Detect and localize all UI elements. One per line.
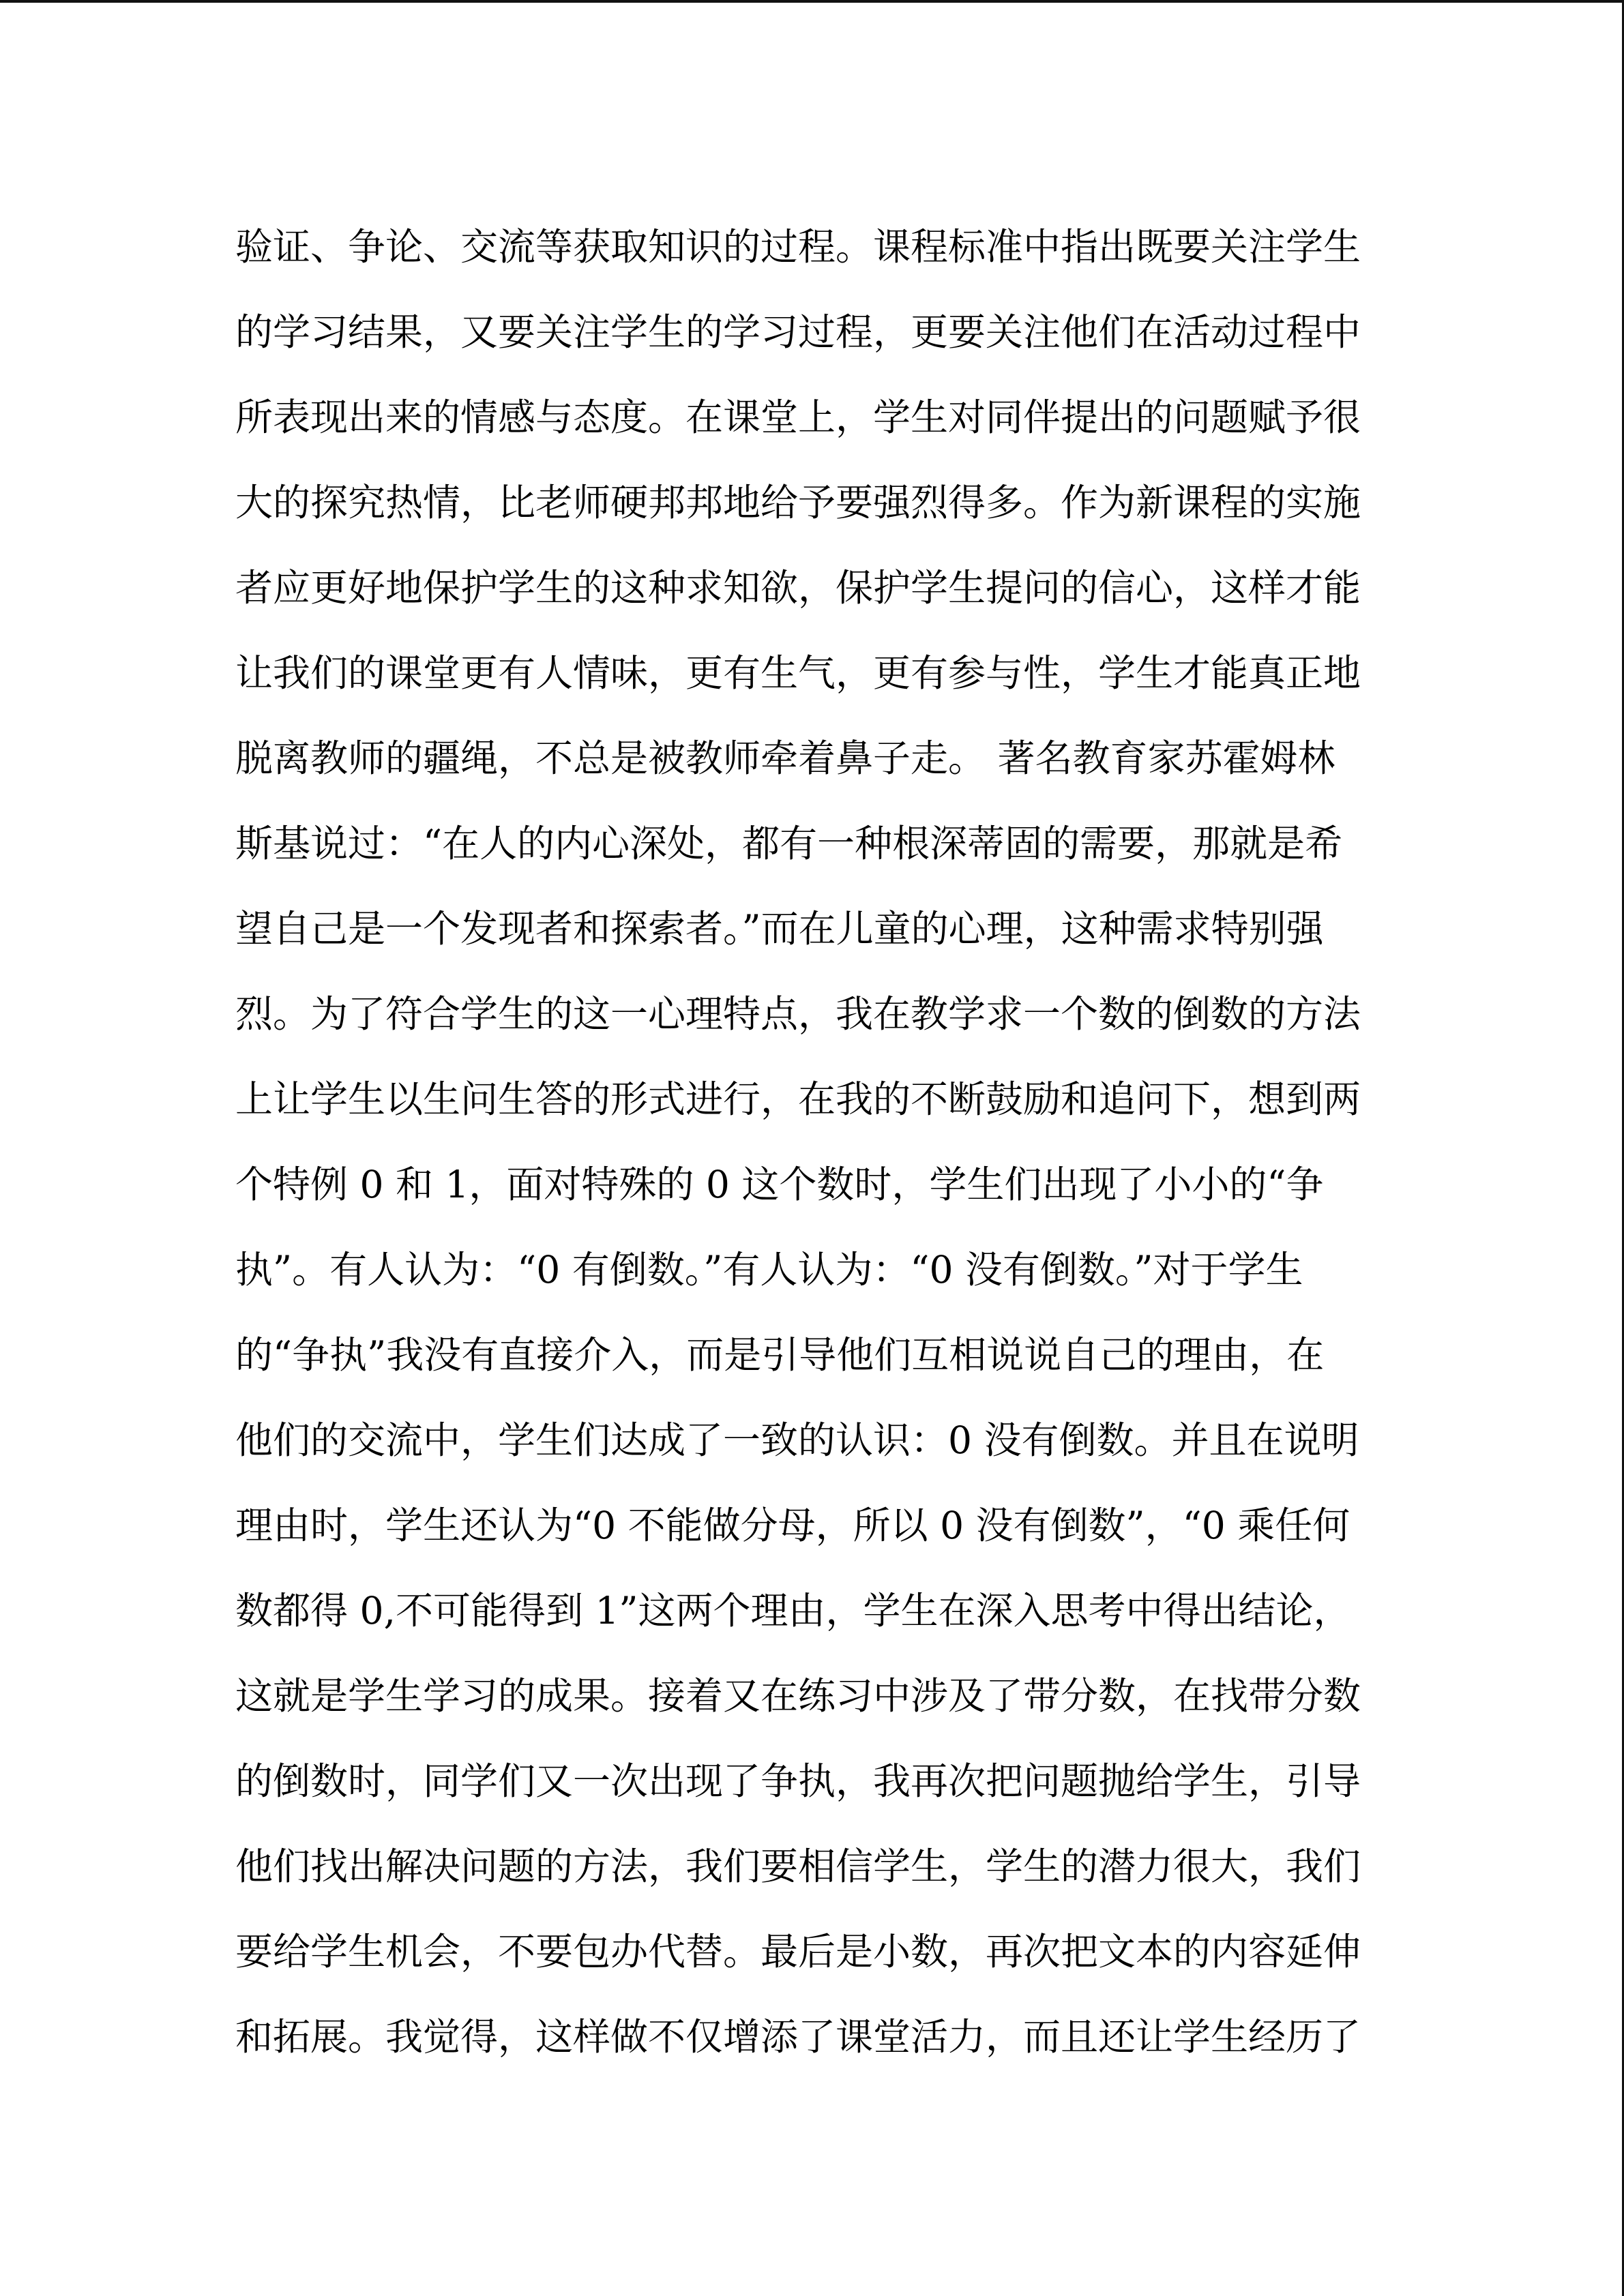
text-line: 个特例 0 和 1，面对特殊的 0 这个数时，学生们出现了小小的“争: [235, 1163, 1324, 1206]
text-line: 的“争执”我没有直接介入，而是引导他们互相说说自己的理由，在: [235, 1333, 1325, 1377]
text-line: 大的探究热情，比老师硬邦邦地给予要强烈得多。作为新课程的实施: [235, 481, 1361, 524]
text-line: 数都得 0,不可能得到 1”这两个理由，学生在深入思考中得出结论，: [235, 1589, 1351, 1632]
text-line: 他们找出解决问题的方法，我们要相信学生，学生的潜力很大，我们: [235, 1845, 1361, 1888]
text-line: 和拓展。我觉得，这样做不仅增添了课堂活力，而且还让学生经历了: [235, 2015, 1361, 2059]
text-line: 要给学生机会，不要包办代替。最后是小数，再次把文本的内容延伸: [235, 1930, 1361, 1973]
text-line: 的学习结果，又要关注学生的学习过程，更要关注他们在活动过程中: [235, 310, 1361, 354]
text-line: 烈。为了符合学生的这一心理特点，我在教学求一个数的倒数的方法: [235, 992, 1361, 1036]
text-line: 让我们的课堂更有人情味，更有生气，更有参与性，学生才能真正地: [235, 651, 1361, 695]
text-line: 者应更好地保护学生的这种求知欲，保护学生提问的信心，这样才能: [235, 566, 1361, 610]
text-line: 望自己是一个发现者和探索者。”而在儿童的心理，这种需求特别强: [235, 907, 1324, 951]
text-line: 上让学生以生问生答的形式进行，在我的不断鼓励和追问下，想到两: [235, 1077, 1361, 1121]
text-line: 脱离教师的疆绳，不总是被教师牵着鼻子走。 著名教育家苏霍姆林: [235, 736, 1335, 780]
text-line: 理由时，学生还认为“0 不能做分母，所以 0 没有倒数”，“0 乘任何: [235, 1504, 1350, 1547]
text-line: 他们的交流中，学生们达成了一致的认识：0 没有倒数。并且在说明: [235, 1418, 1359, 1462]
text-line: 的倒数时，同学们又一次出现了争执，我再次把问题抛给学生，引导: [235, 1759, 1361, 1803]
text-line: 执”。有人认为：“0 有倒数。”有人认为：“0 没有倒数。”对于学生: [235, 1248, 1303, 1292]
text-line: 验证、争论、交流等获取知识的过程。课程标准中指出既要关注学生: [235, 225, 1361, 269]
text-line: 这就是学生学习的成果。接着又在练习中涉及了带分数，在找带分数: [235, 1674, 1361, 1718]
body-paragraph: [235, 205, 1381, 2080]
text-line: 所表现出来的情感与态度。在课堂上，学生对同伴提出的问题赋予很: [235, 396, 1361, 439]
text-line: 斯基说过：“在人的内心深处，都有一种根深蒂固的需要，那就是希: [235, 822, 1343, 865]
